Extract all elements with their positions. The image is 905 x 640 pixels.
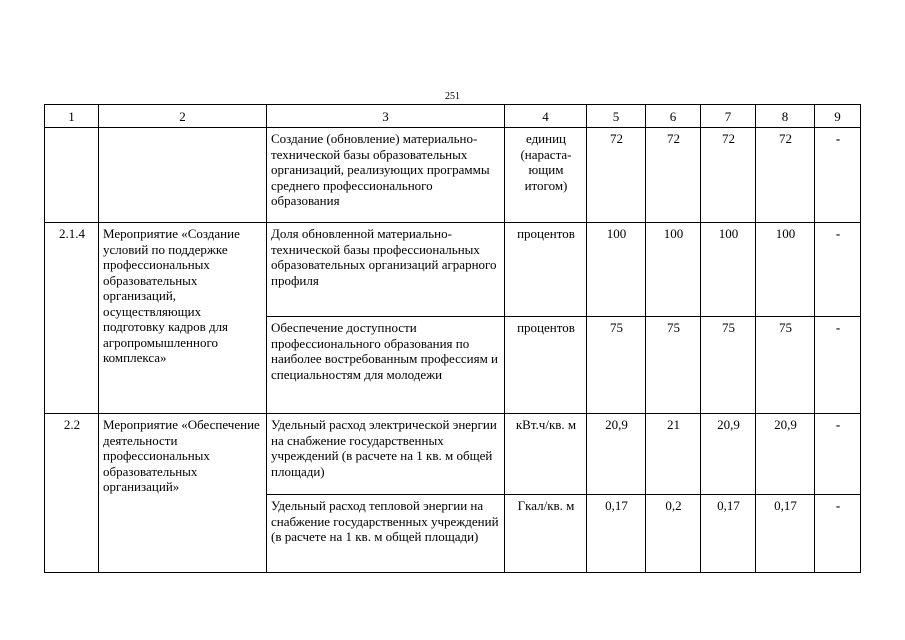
unit-cell: единиц (нараста-ющим итогом) bbox=[505, 128, 587, 223]
header-cell: 4 bbox=[505, 105, 587, 128]
value-cell-9: - bbox=[815, 223, 861, 317]
table-header-row bbox=[45, 105, 861, 128]
header-cell: 5 bbox=[587, 105, 646, 128]
value-cell-8: 72 bbox=[756, 128, 815, 223]
value-cell-5: 100 bbox=[587, 223, 646, 317]
indicator-cell: Удельный расход электрической энергии на снабжение государственных учреждений (в расчете на 1 кв. м общей площади) bbox=[267, 414, 505, 495]
header-cell: 9 bbox=[815, 105, 861, 128]
value-cell-8: 100 bbox=[756, 223, 815, 317]
value-cell-6: 72 bbox=[646, 128, 701, 223]
value-cell-8: 75 bbox=[756, 317, 815, 414]
value-cell-5: 0,17 bbox=[587, 495, 646, 573]
value-cell-9: - bbox=[815, 414, 861, 495]
unit-cell: процентов bbox=[505, 317, 587, 414]
event-cell: Мероприятие «Обеспечение деятельности профессиональных образовательных организаций» bbox=[99, 414, 267, 573]
unit-cell: Гкал/кв. м bbox=[505, 495, 587, 573]
value-cell-7: 72 bbox=[701, 128, 756, 223]
value-cell-8: 0,17 bbox=[756, 495, 815, 573]
value-cell-7: 20,9 bbox=[701, 414, 756, 495]
indicator-cell: Создание (обновление) материально-технической базы образовательных организаций, реализующих программы среднего профессионального образования bbox=[267, 128, 505, 223]
value-cell-5: 20,9 bbox=[587, 414, 646, 495]
value-cell-5: 72 bbox=[587, 128, 646, 223]
indicator-cell: Доля обновленной материально-технической базы профессиональных образовательных организаций аграрного профиля bbox=[267, 223, 505, 317]
header-cell: 2 bbox=[99, 105, 267, 128]
value-cell-7: 100 bbox=[701, 223, 756, 317]
value-cell-7: 0,17 bbox=[701, 495, 756, 573]
table-row bbox=[45, 128, 861, 223]
value-cell-5: 75 bbox=[587, 317, 646, 414]
event-cell bbox=[99, 128, 267, 223]
value-cell-6: 75 bbox=[646, 317, 701, 414]
value-cell-6: 21 bbox=[646, 414, 701, 495]
event-cell: Мероприятие «Создание условий по поддержке профессиональных образовательных организаций, осуществляющих подготовку кадров для агропромышленного комплекса» bbox=[99, 223, 267, 414]
unit-cell: процентов bbox=[505, 223, 587, 317]
header-cell: 8 bbox=[756, 105, 815, 128]
value-cell-6: 100 bbox=[646, 223, 701, 317]
table-row bbox=[45, 414, 861, 495]
value-cell-7: 75 bbox=[701, 317, 756, 414]
value-cell-6: 0,2 bbox=[646, 495, 701, 573]
page-number: 251 bbox=[445, 91, 460, 102]
indicator-cell: Удельный расход тепловой энергии на снабжение государственных учреждений (в расчете на 1 кв. м общей площади) bbox=[267, 495, 505, 573]
item-code-cell: 2.1.4 bbox=[45, 223, 99, 414]
value-cell-9: - bbox=[815, 317, 861, 414]
header-cell: 7 bbox=[701, 105, 756, 128]
header-cell: 3 bbox=[267, 105, 505, 128]
item-code-cell: 2.2 bbox=[45, 414, 99, 573]
value-cell-9: - bbox=[815, 128, 861, 223]
item-code-cell bbox=[45, 128, 99, 223]
indicators-table bbox=[44, 104, 861, 573]
table-row bbox=[45, 223, 861, 317]
value-cell-8: 20,9 bbox=[756, 414, 815, 495]
header-cell: 6 bbox=[646, 105, 701, 128]
header-cell: 1 bbox=[45, 105, 99, 128]
indicator-cell: Обеспечение доступности профессионального образования по наиболее востребованным профессиям и специальностям для молодежи bbox=[267, 317, 505, 414]
unit-cell: кВт.ч/кв. м bbox=[505, 414, 587, 495]
value-cell-9: - bbox=[815, 495, 861, 573]
